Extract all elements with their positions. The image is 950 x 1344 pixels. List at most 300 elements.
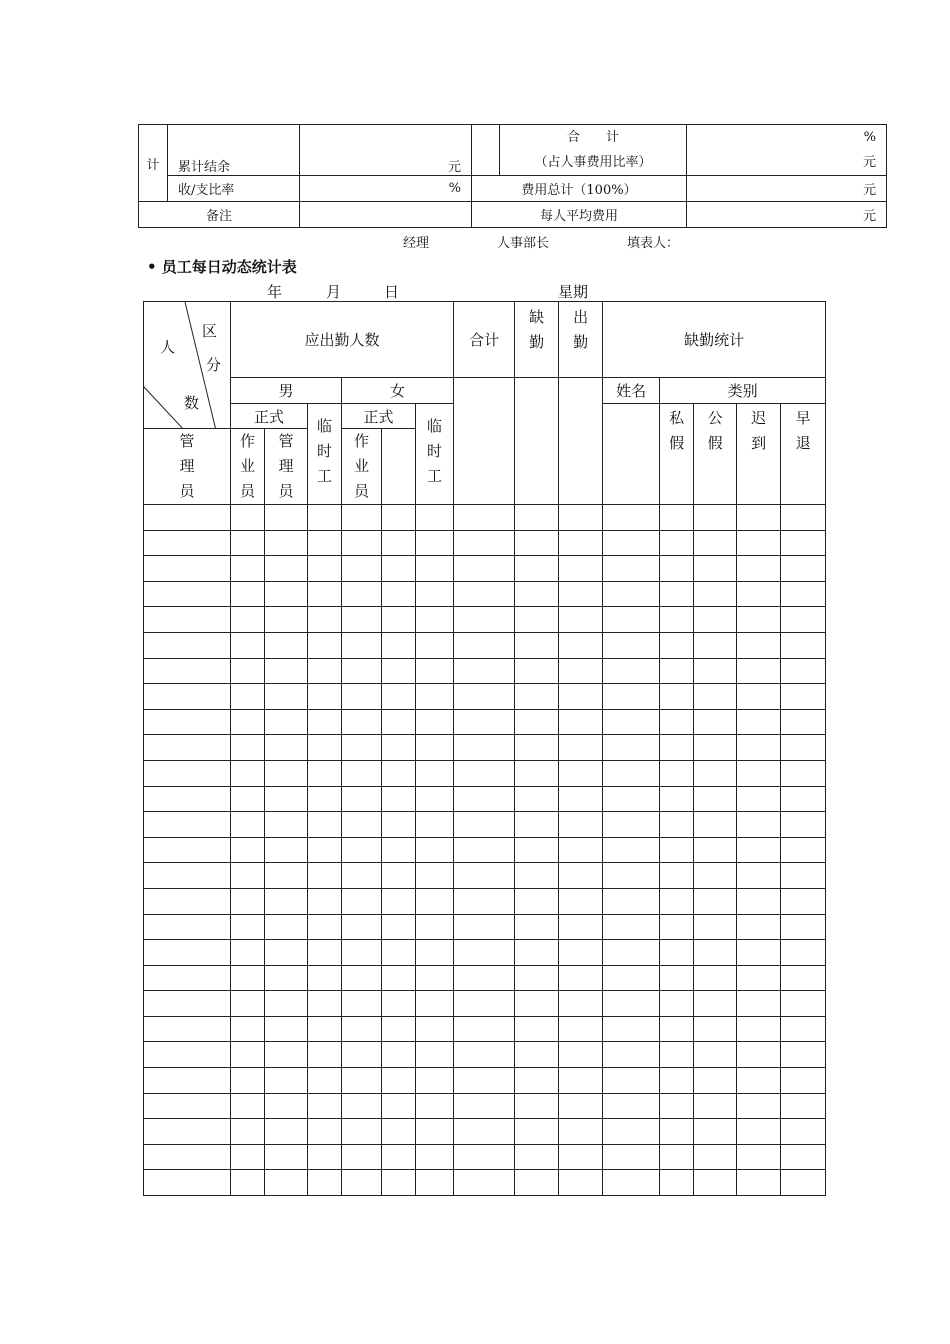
data-cell[interactable] xyxy=(231,735,265,761)
data-cell[interactable] xyxy=(308,940,342,966)
data-cell[interactable] xyxy=(515,1170,559,1196)
data-cell[interactable] xyxy=(416,1119,454,1145)
data-cell[interactable] xyxy=(660,505,694,531)
data-cell[interactable] xyxy=(694,991,737,1017)
data-cell[interactable] xyxy=(308,1093,342,1119)
data-cell[interactable] xyxy=(559,556,603,582)
data-cell[interactable] xyxy=(265,965,308,991)
data-cell[interactable] xyxy=(454,991,515,1017)
data-cell[interactable] xyxy=(382,914,416,940)
data-cell[interactable] xyxy=(603,1119,660,1145)
data-cell[interactable] xyxy=(660,760,694,786)
data-cell[interactable] xyxy=(694,786,737,812)
data-cell[interactable] xyxy=(559,1042,603,1068)
data-cell[interactable] xyxy=(342,1144,382,1170)
data-cell[interactable] xyxy=(454,1068,515,1094)
data-cell[interactable] xyxy=(231,991,265,1017)
data-cell[interactable] xyxy=(416,505,454,531)
data-cell[interactable] xyxy=(231,709,265,735)
data-cell[interactable] xyxy=(342,837,382,863)
data-cell[interactable] xyxy=(231,581,265,607)
data-cell[interactable] xyxy=(559,1016,603,1042)
data-cell[interactable] xyxy=(308,581,342,607)
data-cell[interactable] xyxy=(382,556,416,582)
data-cell[interactable] xyxy=(231,1144,265,1170)
data-cell[interactable] xyxy=(416,786,454,812)
data-cell[interactable] xyxy=(694,709,737,735)
data-cell[interactable] xyxy=(308,735,342,761)
data-cell[interactable] xyxy=(342,812,382,838)
data-cell[interactable] xyxy=(231,786,265,812)
data-cell[interactable] xyxy=(559,1093,603,1119)
data-cell[interactable] xyxy=(416,684,454,710)
data-cell[interactable] xyxy=(515,1016,559,1042)
data-cell[interactable] xyxy=(144,837,231,863)
data-cell[interactable] xyxy=(416,1068,454,1094)
data-cell[interactable] xyxy=(416,1016,454,1042)
data-cell[interactable] xyxy=(737,632,781,658)
data-cell[interactable] xyxy=(660,709,694,735)
data-cell[interactable] xyxy=(342,888,382,914)
data-cell[interactable] xyxy=(144,1042,231,1068)
data-cell[interactable] xyxy=(265,735,308,761)
data-cell[interactable] xyxy=(308,837,342,863)
data-cell[interactable] xyxy=(515,914,559,940)
data-cell[interactable] xyxy=(144,965,231,991)
data-cell[interactable] xyxy=(382,581,416,607)
data-cell[interactable] xyxy=(781,812,826,838)
data-cell[interactable] xyxy=(694,888,737,914)
data-cell[interactable] xyxy=(515,709,559,735)
data-cell[interactable] xyxy=(603,965,660,991)
data-cell[interactable] xyxy=(781,505,826,531)
data-cell[interactable] xyxy=(694,1093,737,1119)
data-cell[interactable] xyxy=(603,888,660,914)
data-cell[interactable] xyxy=(660,888,694,914)
data-cell[interactable] xyxy=(416,632,454,658)
data-cell[interactable] xyxy=(660,530,694,556)
data-cell[interactable] xyxy=(660,940,694,966)
data-cell[interactable] xyxy=(603,658,660,684)
data-cell[interactable] xyxy=(308,1119,342,1145)
data-cell[interactable] xyxy=(737,1068,781,1094)
data-cell[interactable] xyxy=(454,1042,515,1068)
data-cell[interactable] xyxy=(382,1068,416,1094)
data-cell[interactable] xyxy=(454,581,515,607)
data-cell[interactable] xyxy=(342,581,382,607)
data-cell[interactable] xyxy=(308,965,342,991)
data-cell[interactable] xyxy=(265,1170,308,1196)
data-cell[interactable] xyxy=(416,760,454,786)
data-cell[interactable] xyxy=(660,1093,694,1119)
data-cell[interactable] xyxy=(382,530,416,556)
data-cell[interactable] xyxy=(603,1144,660,1170)
data-cell[interactable] xyxy=(308,505,342,531)
data-cell[interactable] xyxy=(382,991,416,1017)
data-cell[interactable] xyxy=(781,1144,826,1170)
data-cell[interactable] xyxy=(231,863,265,889)
data-cell[interactable] xyxy=(781,1042,826,1068)
data-cell[interactable] xyxy=(737,1042,781,1068)
data-cell[interactable] xyxy=(265,991,308,1017)
data-cell[interactable] xyxy=(559,684,603,710)
data-cell[interactable] xyxy=(737,556,781,582)
data-cell[interactable] xyxy=(416,1093,454,1119)
data-cell[interactable] xyxy=(416,735,454,761)
data-cell[interactable] xyxy=(559,607,603,633)
data-cell[interactable] xyxy=(382,1119,416,1145)
data-cell[interactable] xyxy=(781,1068,826,1094)
data-cell[interactable] xyxy=(144,632,231,658)
data-cell[interactable] xyxy=(416,991,454,1017)
data-cell[interactable] xyxy=(144,505,231,531)
data-cell[interactable] xyxy=(144,581,231,607)
data-cell[interactable] xyxy=(144,1093,231,1119)
data-cell[interactable] xyxy=(694,581,737,607)
data-cell[interactable] xyxy=(781,991,826,1017)
data-cell[interactable] xyxy=(603,581,660,607)
data-cell[interactable] xyxy=(308,888,342,914)
data-cell[interactable] xyxy=(382,505,416,531)
data-cell[interactable] xyxy=(454,556,515,582)
data-cell[interactable] xyxy=(737,530,781,556)
data-cell[interactable] xyxy=(342,556,382,582)
data-cell[interactable] xyxy=(781,556,826,582)
data-cell[interactable] xyxy=(342,1093,382,1119)
data-cell[interactable] xyxy=(382,786,416,812)
data-cell[interactable] xyxy=(737,837,781,863)
data-cell[interactable] xyxy=(781,965,826,991)
data-cell[interactable] xyxy=(737,812,781,838)
data-cell[interactable] xyxy=(694,837,737,863)
data-cell[interactable] xyxy=(308,709,342,735)
data-cell[interactable] xyxy=(737,914,781,940)
data-cell[interactable] xyxy=(342,965,382,991)
data-cell[interactable] xyxy=(660,812,694,838)
data-cell[interactable] xyxy=(781,530,826,556)
data-cell[interactable] xyxy=(515,965,559,991)
data-cell[interactable] xyxy=(144,914,231,940)
data-cell[interactable] xyxy=(603,607,660,633)
data-cell[interactable] xyxy=(382,709,416,735)
data-cell[interactable] xyxy=(382,684,416,710)
data-cell[interactable] xyxy=(416,709,454,735)
data-cell[interactable] xyxy=(559,760,603,786)
data-cell[interactable] xyxy=(454,607,515,633)
data-cell[interactable] xyxy=(342,991,382,1017)
data-cell[interactable] xyxy=(144,530,231,556)
data-cell[interactable] xyxy=(265,658,308,684)
data-cell[interactable] xyxy=(231,1119,265,1145)
data-cell[interactable] xyxy=(603,760,660,786)
data-cell[interactable] xyxy=(737,607,781,633)
data-cell[interactable] xyxy=(603,837,660,863)
data-cell[interactable] xyxy=(694,632,737,658)
data-cell[interactable] xyxy=(694,684,737,710)
data-cell[interactable] xyxy=(603,556,660,582)
data-cell[interactable] xyxy=(660,658,694,684)
data-cell[interactable] xyxy=(603,914,660,940)
data-cell[interactable] xyxy=(265,505,308,531)
data-cell[interactable] xyxy=(559,965,603,991)
data-cell[interactable] xyxy=(308,530,342,556)
data-cell[interactable] xyxy=(144,1068,231,1094)
data-cell[interactable] xyxy=(781,658,826,684)
data-cell[interactable] xyxy=(308,1016,342,1042)
data-cell[interactable] xyxy=(694,914,737,940)
data-cell[interactable] xyxy=(265,786,308,812)
data-cell[interactable] xyxy=(660,991,694,1017)
data-cell[interactable] xyxy=(515,837,559,863)
data-cell[interactable] xyxy=(515,991,559,1017)
data-cell[interactable] xyxy=(454,1119,515,1145)
data-cell[interactable] xyxy=(737,1093,781,1119)
data-cell[interactable] xyxy=(515,556,559,582)
data-cell[interactable] xyxy=(603,505,660,531)
data-cell[interactable] xyxy=(144,658,231,684)
data-cell[interactable] xyxy=(231,632,265,658)
data-cell[interactable] xyxy=(559,786,603,812)
data-cell[interactable] xyxy=(382,965,416,991)
data-cell[interactable] xyxy=(265,1016,308,1042)
data-cell[interactable] xyxy=(265,1068,308,1094)
data-cell[interactable] xyxy=(781,632,826,658)
data-cell[interactable] xyxy=(342,709,382,735)
data-cell[interactable] xyxy=(603,1016,660,1042)
data-cell[interactable] xyxy=(342,760,382,786)
data-cell[interactable] xyxy=(231,812,265,838)
data-cell[interactable] xyxy=(515,684,559,710)
data-cell[interactable] xyxy=(737,1119,781,1145)
data-cell[interactable] xyxy=(694,658,737,684)
data-cell[interactable] xyxy=(559,1144,603,1170)
data-cell[interactable] xyxy=(265,1042,308,1068)
data-cell[interactable] xyxy=(603,940,660,966)
data-cell[interactable] xyxy=(454,914,515,940)
data-cell[interactable] xyxy=(144,812,231,838)
data-cell[interactable] xyxy=(737,684,781,710)
data-cell[interactable] xyxy=(660,581,694,607)
data-cell[interactable] xyxy=(416,940,454,966)
data-cell[interactable] xyxy=(660,1068,694,1094)
data-cell[interactable] xyxy=(144,1016,231,1042)
data-cell[interactable] xyxy=(781,837,826,863)
data-cell[interactable] xyxy=(515,505,559,531)
data-cell[interactable] xyxy=(342,940,382,966)
data-cell[interactable] xyxy=(308,684,342,710)
data-cell[interactable] xyxy=(416,556,454,582)
data-cell[interactable] xyxy=(144,1170,231,1196)
data-cell[interactable] xyxy=(308,1144,342,1170)
data-cell[interactable] xyxy=(559,888,603,914)
data-cell[interactable] xyxy=(559,914,603,940)
data-cell[interactable] xyxy=(781,684,826,710)
data-cell[interactable] xyxy=(781,735,826,761)
data-cell[interactable] xyxy=(416,812,454,838)
data-cell[interactable] xyxy=(416,837,454,863)
data-cell[interactable] xyxy=(603,684,660,710)
data-cell[interactable] xyxy=(342,505,382,531)
data-cell[interactable] xyxy=(660,607,694,633)
data-cell[interactable] xyxy=(382,632,416,658)
data-cell[interactable] xyxy=(231,607,265,633)
data-cell[interactable] xyxy=(660,914,694,940)
data-cell[interactable] xyxy=(559,735,603,761)
data-cell[interactable] xyxy=(231,530,265,556)
data-cell[interactable] xyxy=(265,556,308,582)
data-cell[interactable] xyxy=(416,1170,454,1196)
data-cell[interactable] xyxy=(308,863,342,889)
data-cell[interactable] xyxy=(694,863,737,889)
data-cell[interactable] xyxy=(737,505,781,531)
data-cell[interactable] xyxy=(454,1093,515,1119)
data-cell[interactable] xyxy=(342,607,382,633)
data-cell[interactable] xyxy=(603,1068,660,1094)
data-cell[interactable] xyxy=(308,607,342,633)
data-cell[interactable] xyxy=(454,632,515,658)
data-cell[interactable] xyxy=(660,735,694,761)
data-cell[interactable] xyxy=(231,1093,265,1119)
data-cell[interactable] xyxy=(694,1068,737,1094)
data-cell[interactable] xyxy=(559,632,603,658)
data-cell[interactable] xyxy=(559,530,603,556)
data-cell[interactable] xyxy=(515,863,559,889)
data-cell[interactable] xyxy=(231,760,265,786)
data-cell[interactable] xyxy=(231,1016,265,1042)
data-cell[interactable] xyxy=(144,709,231,735)
data-cell[interactable] xyxy=(308,786,342,812)
data-cell[interactable] xyxy=(454,684,515,710)
data-cell[interactable] xyxy=(660,632,694,658)
data-cell[interactable] xyxy=(515,888,559,914)
data-cell[interactable] xyxy=(660,863,694,889)
data-cell[interactable] xyxy=(454,888,515,914)
data-cell[interactable] xyxy=(737,786,781,812)
data-cell[interactable] xyxy=(454,709,515,735)
data-cell[interactable] xyxy=(144,607,231,633)
data-cell[interactable] xyxy=(737,735,781,761)
data-cell[interactable] xyxy=(454,1016,515,1042)
data-cell[interactable] xyxy=(515,1144,559,1170)
data-cell[interactable] xyxy=(382,888,416,914)
data-cell[interactable] xyxy=(515,760,559,786)
data-cell[interactable] xyxy=(342,1119,382,1145)
data-cell[interactable] xyxy=(515,1093,559,1119)
data-cell[interactable] xyxy=(416,888,454,914)
data-cell[interactable] xyxy=(660,684,694,710)
data-cell[interactable] xyxy=(308,632,342,658)
data-cell[interactable] xyxy=(694,965,737,991)
data-cell[interactable] xyxy=(454,760,515,786)
data-cell[interactable] xyxy=(265,863,308,889)
data-cell[interactable] xyxy=(559,1170,603,1196)
data-cell[interactable] xyxy=(342,632,382,658)
data-cell[interactable] xyxy=(382,1093,416,1119)
data-cell[interactable] xyxy=(231,965,265,991)
data-cell[interactable] xyxy=(694,812,737,838)
data-cell[interactable] xyxy=(737,709,781,735)
data-cell[interactable] xyxy=(231,1042,265,1068)
data-cell[interactable] xyxy=(660,786,694,812)
data-cell[interactable] xyxy=(781,786,826,812)
data-cell[interactable] xyxy=(515,1119,559,1145)
data-cell[interactable] xyxy=(231,658,265,684)
data-cell[interactable] xyxy=(559,863,603,889)
data-cell[interactable] xyxy=(144,556,231,582)
data-cell[interactable] xyxy=(454,530,515,556)
data-cell[interactable] xyxy=(603,1170,660,1196)
data-cell[interactable] xyxy=(694,1119,737,1145)
data-cell[interactable] xyxy=(559,709,603,735)
data-cell[interactable] xyxy=(231,914,265,940)
data-cell[interactable] xyxy=(144,940,231,966)
data-cell[interactable] xyxy=(265,684,308,710)
data-cell[interactable] xyxy=(308,556,342,582)
data-cell[interactable] xyxy=(515,940,559,966)
data-cell[interactable] xyxy=(603,863,660,889)
data-cell[interactable] xyxy=(231,1170,265,1196)
data-cell[interactable] xyxy=(515,812,559,838)
data-cell[interactable] xyxy=(265,632,308,658)
data-cell[interactable] xyxy=(737,1170,781,1196)
data-cell[interactable] xyxy=(342,863,382,889)
data-cell[interactable] xyxy=(559,1119,603,1145)
data-cell[interactable] xyxy=(737,965,781,991)
data-cell[interactable] xyxy=(781,760,826,786)
data-cell[interactable] xyxy=(454,965,515,991)
data-cell[interactable] xyxy=(559,581,603,607)
data-cell[interactable] xyxy=(382,1042,416,1068)
data-cell[interactable] xyxy=(382,837,416,863)
data-cell[interactable] xyxy=(781,914,826,940)
data-cell[interactable] xyxy=(231,1068,265,1094)
data-cell[interactable] xyxy=(694,1016,737,1042)
data-cell[interactable] xyxy=(737,1016,781,1042)
data-cell[interactable] xyxy=(660,556,694,582)
data-cell[interactable] xyxy=(382,863,416,889)
data-cell[interactable] xyxy=(265,1119,308,1145)
data-cell[interactable] xyxy=(694,940,737,966)
data-cell[interactable] xyxy=(559,991,603,1017)
data-cell[interactable] xyxy=(694,1170,737,1196)
data-cell[interactable] xyxy=(382,812,416,838)
data-cell[interactable] xyxy=(416,581,454,607)
data-cell[interactable] xyxy=(144,760,231,786)
data-cell[interactable] xyxy=(342,1068,382,1094)
data-cell[interactable] xyxy=(660,1016,694,1042)
data-cell[interactable] xyxy=(515,1042,559,1068)
data-cell[interactable] xyxy=(781,709,826,735)
data-cell[interactable] xyxy=(515,658,559,684)
data-cell[interactable] xyxy=(231,940,265,966)
data-cell[interactable] xyxy=(144,1119,231,1145)
data-cell[interactable] xyxy=(231,505,265,531)
data-cell[interactable] xyxy=(416,658,454,684)
data-cell[interactable] xyxy=(454,505,515,531)
data-cell[interactable] xyxy=(515,632,559,658)
data-cell[interactable] xyxy=(454,735,515,761)
data-cell[interactable] xyxy=(144,786,231,812)
data-cell[interactable] xyxy=(454,863,515,889)
data-cell[interactable] xyxy=(781,940,826,966)
data-cell[interactable] xyxy=(342,1170,382,1196)
data-cell[interactable] xyxy=(265,581,308,607)
data-cell[interactable] xyxy=(416,914,454,940)
data-cell[interactable] xyxy=(694,1042,737,1068)
data-cell[interactable] xyxy=(342,914,382,940)
data-cell[interactable] xyxy=(737,888,781,914)
data-cell[interactable] xyxy=(515,786,559,812)
